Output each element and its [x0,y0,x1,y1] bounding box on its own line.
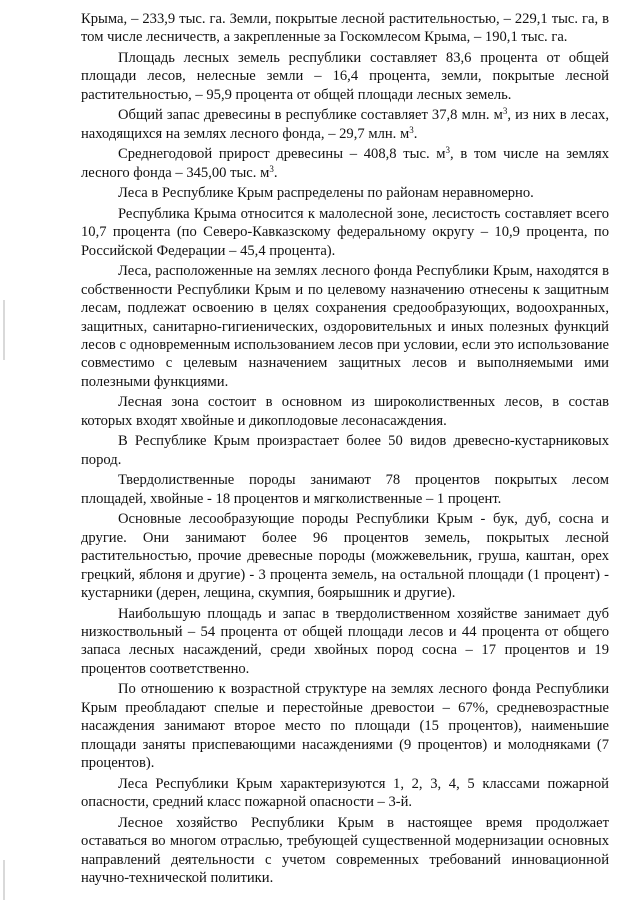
paragraph-age-structure: По отношению к возрастной структуре на землях лесного фонда Республики Крым преобладают спелые и перестойные древостои – 67%, средневозрастные насаждения занимают второе место по площади (15 процентов), наименьшие площади заняты приспевающими насаждениями (9 процентов) и молодняками (7 процентов). [81,681,609,772]
paragraph-species-share: Твердолиственные породы занимают 78 процентов покрытых лесом площадей, хвойные - 18 процентов и мягколиственные – 1 процент. [81,472,609,507]
annual-growth-text-b: , в том числе на землях лесного фонда – 345,00 тыс. м [81,146,609,181]
paragraph-annual-growth [81,145,609,182]
paragraph-oak-dominance: Наибольшую площадь и запас в твердолиственном хозяйстве занимает дуб низкоствольный – 54 процента от общей площади лесов и 44 процента от общего запаса лесных насаждений, среди хвойных пород сосна – 17 процентов и 19 процентов соответственно. [81,605,609,677]
scan-edge-mark-top [3,300,5,360]
timber-stock-unit-sup-a: 3 [502,106,508,117]
paragraph-uneven-distribution: Леса в Республике Крым распределены по районам неравномерно. [118,185,534,202]
paragraph-protective-forests: Леса, расположенные на землях лесного фонда Республики Крым, находятся в собственности Республики Крым и по целевому назначению отнесены к защитным лесам, подлежат освоению в целях сохранения средообразующих, водоохранных, защитных, санитарно-гигиенических, оздоровительных и иных полезных функций лесов с одновременным использованием лесов при условии, если это использование совместимо с целевым назначением защитных лесов и выполняемыми ими полезными функциями. [81,263,609,390]
paragraph-main-species: Основные лесообразующие породы Республики Крым - бук, дуб, сосна и другие. Они занимают более 96 процентов земель, покрытых лесной растительностью, прочие древесные породы (можжевельник, груша, каштан, орех грецкий, яблоня и другие) - 3 процента земель, на остальной площади (1 процент) - кустарники (дерен, лещина, скумпия, боярышник и другие). [81,511,609,602]
timber-stock-text-c: . [413,125,418,142]
paragraph-fire-danger: Леса Республики Крым характеризуются 1, 2, 3, 4, 5 классами пожарной опасности, средний класс пожарной опасности – 3-й. [81,775,609,811]
paragraph-forest-land-areas: Крыма, – 233,9 тыс. га. Земли, покрытые лесной растительностью, – 229,1 тыс. га, в том числе лесничеств, а закрепленные за Госкомлесом Крыма, – 190,1 тыс. га. [81,11,609,46]
timber-stock-text-b: , из них в лесах, находящихся на землях лесного фонда, – 29,7 млн. м [81,107,609,142]
annual-growth-unit-sup-b: 3 [269,163,274,174]
document-page [81,10,609,890]
scan-edge-mark-bottom [3,860,5,900]
paragraph-forest-zone: Лесная зона состоит в основном из широколиственных лесов, в состав которых входят хвойные и дикоплодовые лесонасаждения. [81,394,609,429]
timber-stock-unit-sup-b: 3 [409,124,414,135]
paragraph-forest-cover: Республика Крыма относится к малолесной зоне, лесистость составляет всего 10,7 процента (по Северо-Кавказскому федеральному округу – 10,9 процента, по Российской Федерации – 45,4 процента). [81,206,609,259]
timber-stock-text-a: Общий запас древесины в республике составляет 37,8 млн. м [118,107,503,124]
paragraph-timber-stock [81,106,609,143]
paragraph-species-count: В Республике Крым произрастает более 50 видов древесно-кустарниковых пород. [81,433,609,468]
annual-growth-text-c: . [273,164,278,181]
annual-growth-text-a: Среднегодовой прирост древесины – 408,8 тыс. м [118,146,446,163]
paragraph-modernization: Лесное хозяйство Республики Крым в настоящее время продолжает оставаться во многом отраслью, требующей существенной модернизации основных направлений деятельности с учетом современных требований инновационной научно-технической политики. [81,814,609,886]
paragraph-forest-land-share: Площадь лесных земель республики составляет 83,6 процента от общей площади лесов, нелесные земли – 16,4 процента, земли, покрытые лесной растительностью, – 95,9 процента от общей площади лесных земель. [81,50,609,103]
annual-growth-unit-sup-a: 3 [445,145,451,156]
